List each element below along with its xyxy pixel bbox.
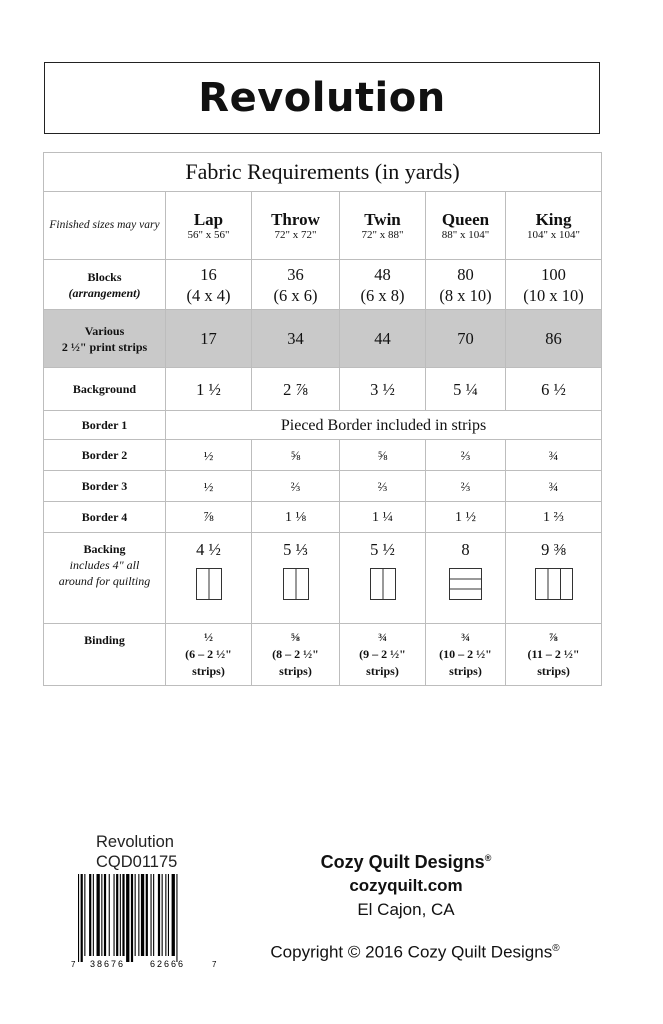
backing-diagram-icon [196, 568, 222, 600]
strips-cell: 86 [506, 310, 602, 368]
border3-cell: ⅔ [426, 471, 506, 502]
backing-diagram-icon [283, 568, 309, 600]
blocks-cell: 100 (10 x 10) [506, 260, 602, 310]
border1-text: Pieced Border included in strips [166, 411, 602, 440]
barcode-bar [151, 874, 152, 956]
backing-cell: 9 ⅜ [506, 533, 602, 624]
pattern-code: CQD01175 [96, 853, 178, 871]
pattern-name: Revolution [96, 833, 174, 851]
size-king: King 104" x 104" [506, 192, 602, 260]
barcode-bar [104, 874, 106, 956]
barcode-bar [176, 874, 177, 962]
size-queen: Queen 88" x 104" [426, 192, 506, 260]
barcode-bar [131, 874, 133, 962]
title-box [44, 62, 600, 134]
border4-cell: 1 ⅛ [252, 502, 340, 533]
border2-cell: ¾ [506, 440, 602, 471]
barcode-bar [146, 874, 148, 956]
border4-cell: ⅞ [166, 502, 252, 533]
blocks-cell: 48 (6 x 8) [340, 260, 426, 310]
barcode-bar [114, 874, 115, 956]
size-throw: Throw 72" x 72" [252, 192, 340, 260]
border4-cell: 1 ⅔ [506, 502, 602, 533]
background-row [44, 368, 602, 411]
page-title: Revolution [198, 75, 446, 121]
barcode-left-digit: 7 [71, 960, 76, 969]
barcode-bar [141, 874, 144, 956]
binding-cell: ¾ (9 – 2 ½" strips) [340, 624, 426, 686]
backing-diagram-icon [449, 568, 482, 600]
border2-label: Border 2 [44, 440, 166, 471]
sizes-row [44, 192, 602, 260]
backing-cell: 5 ½ [340, 533, 426, 624]
border3-cell: ¾ [506, 471, 602, 502]
barcode-bar [120, 874, 121, 956]
border2-cell: ½ [166, 440, 252, 471]
blocks-label: Blocks (arrangement) [44, 260, 166, 310]
binding-cell: ½ (6 – 2 ½" strips) [166, 624, 252, 686]
backing-diagram-icon [535, 568, 573, 600]
border4-row [44, 502, 602, 533]
barcode-bar [101, 874, 102, 956]
blocks-cell: 80 (8 x 10) [426, 260, 506, 310]
backing-cell: 8 [426, 533, 506, 624]
barcode-bar [109, 874, 110, 956]
binding-cell: ⅝ (8 – 2 ½" strips) [252, 624, 340, 686]
border2-cell: ⅝ [252, 440, 340, 471]
backing-diagram-icon [370, 568, 396, 600]
barcode-bar [78, 874, 79, 962]
barcode-bar [84, 874, 85, 956]
background-label: Background [44, 368, 166, 411]
backing-row [44, 533, 602, 624]
border1-row [44, 411, 602, 440]
barcode [70, 874, 220, 970]
border1-label: Border 1 [44, 411, 166, 440]
barcode-right-digit: 7 [212, 960, 217, 969]
backing-label: Backing includes 4" all around for quilting [44, 533, 166, 624]
company-info [240, 846, 572, 922]
border4-cell: 1 ½ [426, 502, 506, 533]
border3-cell: ½ [166, 471, 252, 502]
table-caption: Fabric Requirements (in yards) [44, 153, 602, 192]
border3-cell: ⅔ [340, 471, 426, 502]
backing-cell: 4 ½ [166, 533, 252, 624]
border2-cell: ⅝ [340, 440, 426, 471]
barcode-bar [165, 874, 166, 956]
border2-row [44, 440, 602, 471]
blocks-cell: 16 (4 x 4) [166, 260, 252, 310]
size-twin: Twin 72" x 88" [340, 192, 426, 260]
barcode-bar [116, 874, 118, 956]
sizes-note: Finished sizes may vary [44, 192, 166, 260]
copyright: Copyright © 2016 Cozy Quilt Designs® [270, 942, 560, 962]
background-cell: 2 ⅞ [252, 368, 340, 411]
barcode-bar [93, 874, 94, 956]
barcode-bar [81, 874, 83, 962]
company-location: El Cajon, CA [357, 900, 455, 919]
background-cell: 5 ¼ [426, 368, 506, 411]
border3-label: Border 3 [44, 471, 166, 502]
strips-cell: 70 [426, 310, 506, 368]
background-cell: 3 ½ [340, 368, 426, 411]
blocks-cell: 36 (6 x 6) [252, 260, 340, 310]
border2-cell: ⅔ [426, 440, 506, 471]
company-website[interactable]: cozyquilt.com [349, 876, 463, 895]
strips-cell: 44 [340, 310, 426, 368]
border4-label: Border 4 [44, 502, 166, 533]
barcode-bar [97, 874, 100, 956]
binding-row [44, 624, 602, 686]
barcode-bar [158, 874, 160, 956]
size-lap: Lap 56" x 56" [166, 192, 252, 260]
background-cell: 6 ½ [506, 368, 602, 411]
barcode-bar [122, 874, 124, 956]
barcode-bar [168, 874, 169, 956]
barcode-digits-b: 62666 [150, 959, 186, 969]
barcode-bar [126, 874, 129, 962]
barcode-bar [162, 874, 163, 956]
border4-cell: 1 ¼ [340, 502, 426, 533]
border3-cell: ⅔ [252, 471, 340, 502]
binding-cell: ¾ (10 – 2 ½" strips) [426, 624, 506, 686]
barcode-bar [138, 874, 139, 956]
border3-row [44, 471, 602, 502]
strips-row [44, 310, 602, 368]
barcode-digits-a: 38676 [90, 959, 126, 969]
blocks-row [44, 260, 602, 310]
binding-label: Binding [44, 624, 166, 686]
backing-cell: 5 ⅓ [252, 533, 340, 624]
binding-cell: ⅞ (11 – 2 ½" strips) [506, 624, 602, 686]
fabric-requirements-table [43, 152, 602, 686]
strips-cell: 34 [252, 310, 340, 368]
background-cell: 1 ½ [166, 368, 252, 411]
barcode-bar [89, 874, 91, 956]
barcode-bar [135, 874, 136, 956]
strips-cell: 17 [166, 310, 252, 368]
strips-label: Various 2 ½" print strips [44, 310, 166, 368]
barcode-bar [153, 874, 154, 956]
barcode-bar [172, 874, 175, 956]
company-name: Cozy Quilt Designs® [320, 852, 492, 872]
pattern-info [96, 832, 177, 872]
